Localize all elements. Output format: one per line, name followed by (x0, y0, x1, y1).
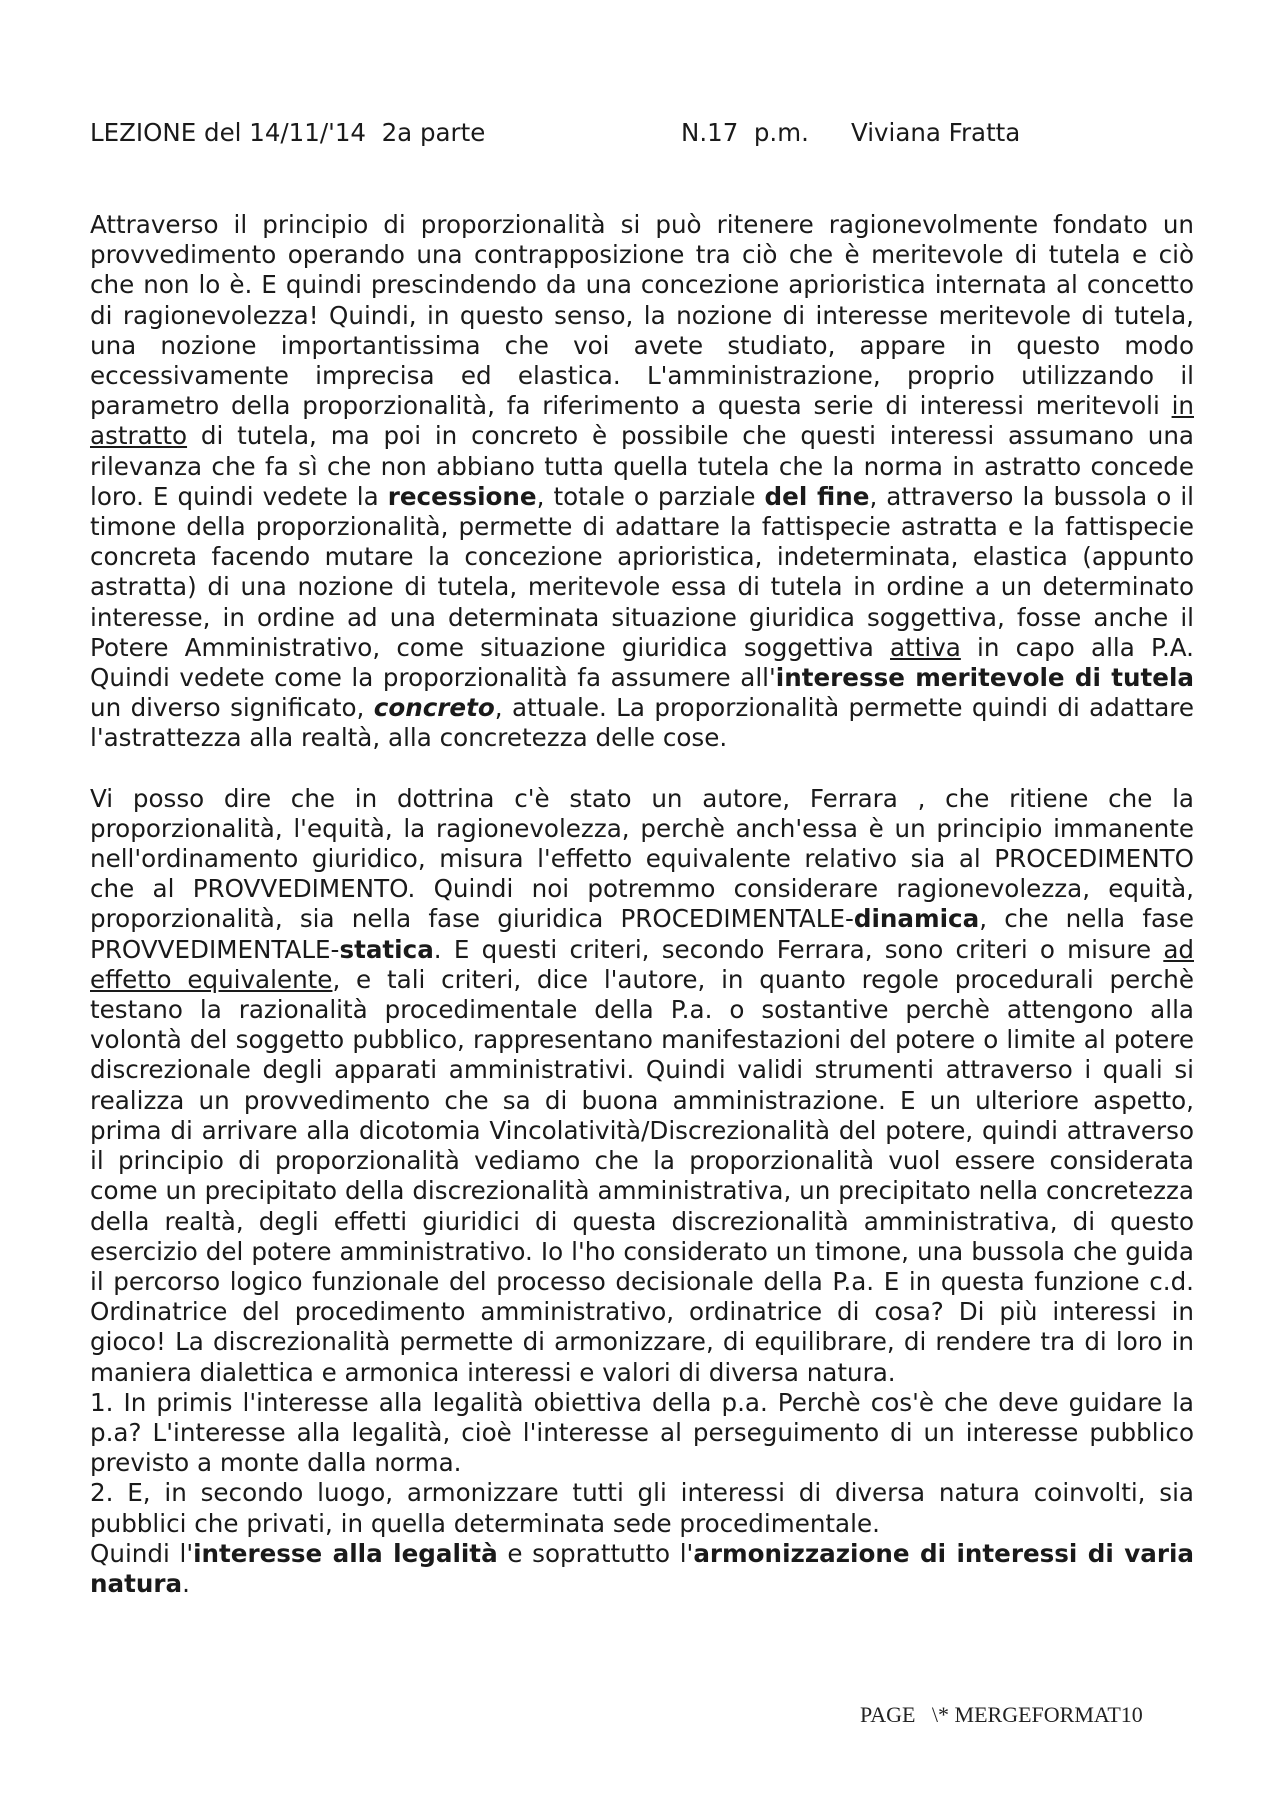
bold-term: interesse meritevole di tutela (775, 663, 1195, 693)
text-run: di tutela, ma poi in concreto è possibile che questi interessi assumano una rilevanza che fa sì che non abbiano tutta quella tutela che la norma in astratto concede loro. E quindi vedete la (90, 421, 1194, 511)
bold-term: del fine (764, 481, 870, 511)
text-run: e soprattutto l' (497, 1538, 694, 1568)
text-run: in capo alla P.A. Quindi vedete come la proporzionalità fa assumere all' (90, 632, 1194, 693)
author-name: Viviana Fratta (851, 118, 1021, 147)
document-page (90, 118, 1194, 1599)
bold-term: interesse alla legalità (193, 1538, 498, 1568)
lesson-header (90, 118, 1194, 148)
text-run: . (182, 1568, 190, 1598)
bold-italic-term: concreto (373, 693, 495, 723)
underlined-term: attiva (890, 632, 961, 662)
text-run: , attraverso la bussola o il timone della proporzionalità, permette di adattare la fattispecie astratta e la fattispecie concreta facendo mutare la concezione aprioristica, indeterminata, elastica (appunto astratta) di una nozione di tutela, meritevole essa di tutela in ordine a un determinato interesse, in ordine ad una determinata situazione giuridica soggettiva, fosse anche il Potere Amministrativo, come situazione giuridica soggettiva (90, 481, 1194, 662)
bold-term: recessione (387, 481, 537, 511)
bold-term: dinamica (853, 904, 980, 934)
lesson-date: LEZIONE del 14/11/'14 2a parte (90, 118, 486, 147)
text-run: , attuale. La proporzionalità permette quindi di adattare l'astrattezza alla realtà, alla concretezza delle cose. (90, 693, 1194, 753)
paragraph-ferrara (90, 784, 1194, 1599)
lesson-number: N.17 p.m. (681, 118, 809, 147)
bold-term: statica (339, 934, 434, 964)
text-run: un diverso significato, (90, 693, 374, 723)
paragraph-proporzionalita (90, 210, 1194, 754)
underlined-term: in astratto (90, 391, 1194, 451)
page-number-field: PAGE \* MERGEFORMAT10 (860, 1702, 1143, 1727)
list-item-1: 1. In primis l'interesse alla legalità obiettiva della p.a. Perchè cos'è che deve guidare la p.a? L'interesse alla legalità, cioè l'interesse al perseguimento di un interesse pubblico previsto a monte dalla norma. (90, 1387, 1194, 1478)
text-run: Quindi l' (90, 1538, 194, 1568)
text-run: . E questi criteri, secondo Ferrara, sono criteri o misure (433, 934, 1164, 964)
conclusion-line (90, 1539, 1194, 1599)
bold-term: armonizzazione di interessi di varia natura (90, 1538, 1195, 1598)
list-item-2: 2. E, in secondo luogo, armonizzare tutti gli interessi di diversa natura coinvolti, sia pubblici che privati, in quella determinata sede procedimentale. (90, 1478, 1194, 1538)
text-run: Vi posso dire che in dottrina c'è stato un autore, Ferrara , che ritiene che la proporzionalità, l'equità, la ragionevolezza, perchè anch'essa è un principio immanente nell'ordinamento giuridico, misura l'effetto equivalente relativo sia al PROCEDIMENTO che al PROVVEDIMENTO. Quindi noi potremmo considerare ragionevolezza, equità, proporzionalità, sia nella fase giuridica PROCEDIMENTALE- (90, 783, 1194, 934)
text-run: Attraverso il principio di proporzionalità si può ritenere ragionevolmente fondato un provvedimento operando una contrapposizione tra ciò che è meritevole di tutela e ciò che non lo è. E quindi prescindendo da una concezione aprioristica internata al concetto di ragionevolezza! Quindi, in questo senso, la nozione di interesse meritevole di tutela, una nozione importantissima che voi avete studiato, appare in questo modo eccessivamente imprecisa ed elastica. L'amministrazione, proprio utilizzando il parametro della proporzionalità, fa riferimento a questa serie di interessi meritevoli (90, 210, 1194, 421)
text-run: , e tali criteri, dice l'autore, in quanto regole procedurali perchè testano la razionalità procedimentale della P.a. o sostantive perchè attengono alla volontà del soggetto pubblico, rappresentano manifestazioni del potere o limite al potere discrezionale degli apparati amministrativi. Quindi validi strumenti attraverso i quali si realizza un provvedimento che sa di buona amministrazione. E un ulteriore aspetto, prima di arrivare alla dicotomia Vincolatività/Discrezionalità del potere, quindi attraverso il principio di proporzionalità vediamo che la proporzionalità vuol essere considerata come un precipitato della discrezionalità amministrativa, un precipitato nella concretezza della realtà, degli effetti giuridici di questa discrezionalità amministrativa, di questo esercizio del potere amministrativo. Io l'ho considerato un timone, una bussola che guida il percorso logico funzionale del processo decisionale della P.a. E in questa funzione c.d. Ordinatrice del procedimento amministrativo, ordinatrice di cosa? Di più interessi in gioco! La discrezionalità permette di armonizzare, di equilibrare, di rendere tra di loro in maniera dialettica e armonica interessi e valori di diversa natura. (90, 964, 1194, 1387)
underlined-term: ad effetto equivalente (90, 934, 1194, 994)
text-run: , che nella fase PROVVEDIMENTALE- (90, 904, 1194, 964)
text-run: , totale o parziale (536, 481, 765, 511)
